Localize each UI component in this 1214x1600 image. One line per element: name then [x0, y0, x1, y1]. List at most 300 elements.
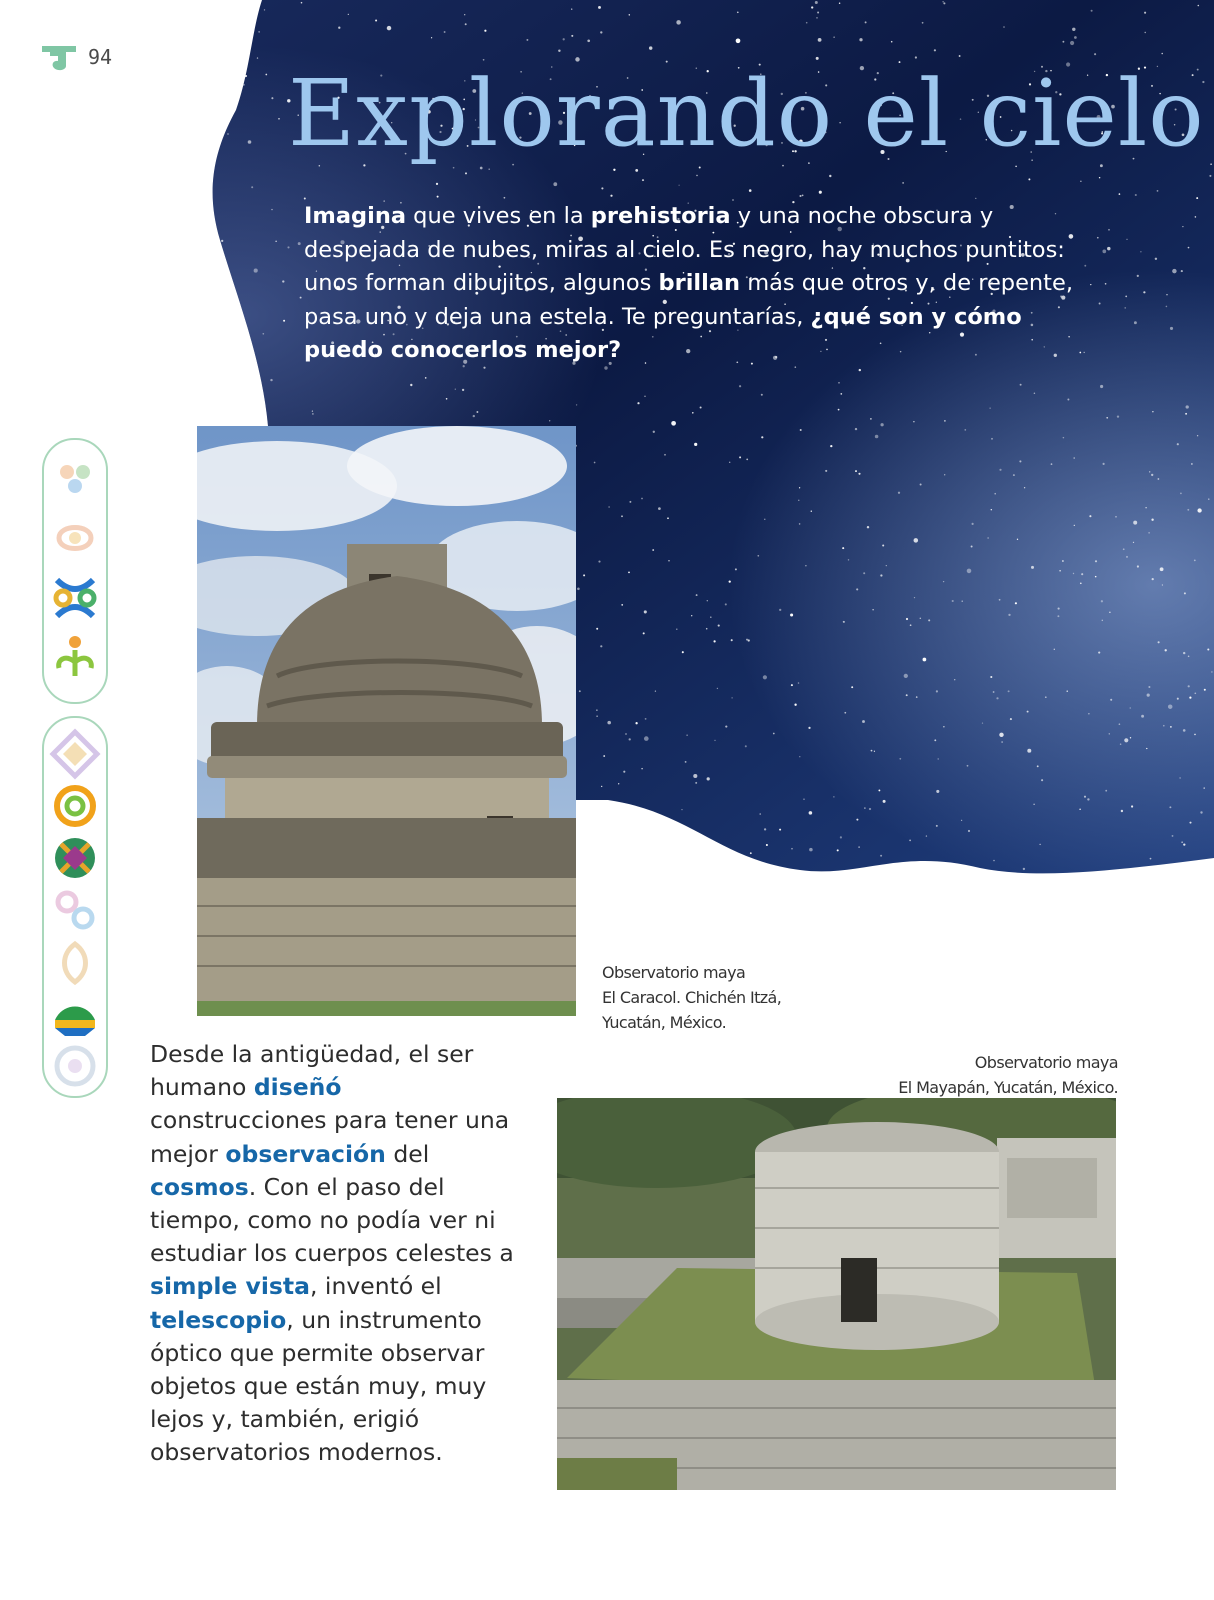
star: [759, 813, 761, 815]
body-text-5: , inventó el: [309, 1272, 442, 1301]
star: [964, 429, 966, 431]
star: [610, 195, 612, 197]
star: [906, 694, 908, 696]
star: [643, 632, 645, 634]
star: [1195, 216, 1197, 218]
star: [692, 412, 694, 414]
star: [999, 733, 1003, 737]
star: [553, 182, 557, 186]
star: [1100, 385, 1103, 388]
eje-icon-4: [49, 884, 101, 936]
star: [1070, 41, 1074, 45]
star: [725, 726, 727, 728]
star: [799, 195, 801, 197]
star: [484, 30, 486, 32]
star: [275, 241, 276, 242]
star: [1101, 600, 1103, 602]
campo-icon-1: [49, 452, 101, 504]
star: [864, 807, 865, 808]
star: [265, 74, 267, 76]
star: [644, 396, 645, 397]
star: [1088, 713, 1089, 714]
star: [1144, 12, 1146, 14]
highlight-simple-vista: simple vista: [150, 1272, 310, 1301]
star: [926, 835, 927, 836]
star: [629, 14, 630, 15]
star: [843, 621, 845, 623]
star: [806, 22, 808, 24]
star: [1189, 822, 1191, 824]
star: [898, 492, 900, 494]
star: [446, 398, 448, 400]
star: [686, 735, 687, 736]
star: [1184, 592, 1186, 594]
star: [563, 38, 565, 40]
star: [1181, 270, 1183, 272]
star: [248, 140, 252, 144]
star: [761, 436, 763, 438]
star: [1179, 777, 1180, 778]
star: [959, 55, 961, 57]
star: [1072, 28, 1075, 31]
star: [1147, 694, 1150, 697]
star: [1211, 671, 1212, 672]
star: [942, 1, 943, 2]
star: [644, 610, 647, 613]
star: [600, 31, 602, 33]
star: [825, 470, 827, 472]
star: [906, 618, 908, 620]
star: [729, 580, 731, 582]
body-text-1: Desde la antigüedad, el ser humano: [150, 1040, 474, 1102]
star: [994, 493, 996, 495]
star: [1194, 692, 1196, 694]
star: [706, 628, 708, 630]
star: [300, 297, 302, 299]
star: [225, 281, 227, 283]
star: [817, 12, 819, 14]
star: [1099, 303, 1101, 305]
star: [694, 839, 696, 841]
star: [1019, 460, 1021, 462]
eje-icon-1: [49, 728, 101, 780]
star: [882, 544, 884, 546]
star: [1115, 516, 1117, 518]
star: [1010, 718, 1012, 720]
star: [653, 431, 655, 433]
star: [799, 756, 800, 757]
star: [800, 429, 802, 431]
star: [718, 625, 720, 627]
star: [583, 574, 585, 576]
star: [1188, 685, 1190, 687]
star: [891, 41, 893, 43]
star: [1034, 392, 1036, 394]
star: [732, 875, 737, 880]
star: [1140, 251, 1141, 252]
star: [668, 560, 669, 561]
star: [779, 609, 781, 611]
star: [815, 1, 818, 4]
star: [661, 859, 664, 862]
star: [1024, 487, 1025, 488]
star: [676, 20, 681, 25]
star: [645, 847, 647, 849]
star: [1074, 36, 1077, 39]
star: [596, 709, 597, 710]
star: [221, 240, 223, 242]
star: [1031, 566, 1034, 569]
star: [936, 825, 938, 827]
star: [375, 19, 377, 21]
star: [1119, 193, 1121, 195]
star: [867, 526, 869, 528]
star: [271, 97, 273, 99]
star: [1108, 229, 1110, 231]
star: [264, 9, 265, 10]
intro-text-2: y una noche obscura y despejada de nubes, miras al cielo. Es negro, hay muchos puntitos: unos forman dibujitos, algunos: [304, 203, 1065, 296]
star: [1073, 573, 1074, 574]
star: [962, 601, 963, 602]
star: [967, 765, 969, 767]
star: [833, 37, 834, 38]
star: [773, 733, 775, 735]
star: [1196, 197, 1198, 199]
star: [641, 768, 643, 770]
star: [1191, 463, 1192, 464]
star: [1151, 519, 1153, 521]
star: [859, 369, 861, 371]
star: [1120, 743, 1122, 745]
caption-line: El Mayapán, Yucatán, México.: [898, 1078, 1118, 1097]
star: [348, 14, 349, 15]
star: [880, 423, 883, 426]
star: [476, 411, 478, 413]
star: [1162, 584, 1163, 585]
star: [915, 56, 917, 58]
star: [961, 820, 962, 821]
star: [934, 739, 936, 741]
star: [625, 733, 626, 734]
star: [437, 196, 439, 198]
star: [215, 256, 216, 257]
star: [975, 198, 976, 199]
star: [811, 511, 812, 512]
star: [875, 435, 879, 439]
star: [1157, 190, 1159, 192]
star: [1062, 41, 1064, 43]
star: [1099, 177, 1100, 178]
star: [257, 57, 258, 58]
star: [811, 6, 813, 8]
star: [1037, 765, 1039, 767]
star: [1133, 521, 1137, 525]
star: [676, 844, 678, 846]
star: [902, 182, 904, 184]
star: [1107, 247, 1110, 250]
star: [952, 600, 954, 602]
star: [1186, 405, 1189, 408]
page-number: [40, 42, 112, 72]
star: [766, 844, 768, 846]
star: [856, 819, 858, 821]
star: [967, 569, 972, 574]
star: [215, 103, 219, 107]
star: [287, 246, 289, 248]
star: [1057, 615, 1059, 617]
star: [987, 537, 988, 538]
star: [282, 280, 284, 282]
star: [1141, 715, 1144, 718]
star: [993, 691, 995, 693]
star: [1124, 738, 1128, 742]
star: [809, 811, 813, 815]
star: [916, 696, 918, 698]
star: [658, 507, 661, 510]
star: [1182, 226, 1183, 227]
star: [641, 498, 643, 500]
star: [1210, 163, 1212, 165]
star: [462, 389, 464, 391]
eje-icon-5: [49, 936, 101, 988]
star: [968, 830, 970, 832]
star: [455, 389, 456, 390]
star: [598, 561, 600, 563]
star: [790, 613, 793, 616]
star: [1158, 641, 1160, 643]
star: [842, 547, 844, 549]
caption-line: Yucatán, México.: [602, 1013, 727, 1032]
star: [1091, 10, 1093, 12]
star: [944, 420, 946, 422]
star: [655, 690, 656, 691]
caption-line: Observatorio maya: [974, 1053, 1118, 1072]
star: [871, 750, 873, 752]
star: [1045, 696, 1047, 698]
star: [1001, 741, 1003, 743]
star: [943, 726, 944, 727]
star: [1027, 749, 1031, 753]
star: [465, 23, 467, 25]
star: [899, 758, 901, 760]
star: [202, 195, 204, 197]
star: [1121, 810, 1123, 812]
star: [431, 37, 432, 38]
star: [251, 186, 253, 188]
star: [943, 581, 944, 582]
eje-icon-6: [49, 990, 101, 1042]
star: [1152, 578, 1154, 580]
star: [227, 133, 229, 135]
star: [794, 704, 796, 706]
star: [664, 454, 666, 456]
star: [764, 519, 765, 520]
star: [653, 825, 655, 827]
star: [488, 168, 489, 169]
page-title: Explorando el cielo: [288, 60, 1205, 167]
star: [1168, 704, 1172, 708]
star: [723, 875, 725, 877]
star: [818, 38, 822, 42]
star: [910, 624, 912, 626]
star: [749, 189, 752, 192]
star: [1149, 471, 1150, 472]
star: [387, 26, 391, 30]
mayapan-illustration: [557, 1098, 1116, 1490]
star: [1008, 690, 1010, 692]
star: [1150, 858, 1152, 860]
star: [1117, 415, 1119, 417]
star: [1172, 269, 1176, 273]
star: [338, 27, 340, 29]
star: [869, 808, 871, 810]
star: [258, 31, 259, 32]
star: [668, 834, 673, 839]
star: [1137, 565, 1139, 567]
star: [1020, 384, 1022, 386]
body-paragraph: [150, 1038, 520, 1470]
star: [1027, 711, 1029, 713]
star: [1146, 748, 1147, 749]
star: [1145, 507, 1146, 508]
star: [829, 175, 831, 177]
star: [750, 852, 752, 854]
star: [204, 14, 206, 16]
star: [1119, 723, 1121, 725]
eje-icon-3: [49, 832, 101, 884]
star: [735, 568, 737, 570]
star: [1200, 811, 1202, 813]
star: [1054, 649, 1055, 650]
star: [737, 11, 739, 13]
star: [1051, 463, 1053, 465]
star: [1015, 602, 1017, 604]
star: [816, 17, 817, 18]
intro-paragraph: [304, 200, 1094, 368]
star: [1166, 294, 1167, 295]
star: [1197, 435, 1198, 436]
star: [1177, 443, 1179, 445]
star: [1170, 726, 1172, 728]
campo-icon-4: [49, 632, 101, 684]
star: [1103, 463, 1105, 465]
star: [549, 420, 550, 421]
star: [872, 609, 873, 610]
star: [1105, 790, 1107, 792]
star: [855, 470, 857, 472]
star: [600, 645, 602, 647]
star: [596, 628, 598, 630]
star: [1144, 32, 1145, 33]
star: [1133, 542, 1134, 543]
star: [1183, 652, 1185, 654]
star: [695, 782, 697, 784]
star: [1067, 691, 1068, 692]
star: [731, 697, 732, 698]
star: [645, 718, 647, 720]
star: [633, 840, 635, 842]
star: [725, 603, 727, 605]
star: [1170, 327, 1173, 330]
star: [905, 866, 907, 868]
star: [745, 745, 747, 747]
star: [571, 8, 572, 9]
star: [717, 688, 718, 689]
star: [1124, 307, 1126, 309]
star: [1041, 779, 1043, 781]
star: [1148, 686, 1150, 688]
star: [731, 639, 733, 641]
star: [596, 715, 598, 717]
star: [1209, 175, 1211, 177]
star: [1180, 493, 1182, 495]
star: [558, 50, 560, 52]
caption-el-caracol: [602, 960, 781, 1035]
star: [996, 697, 998, 699]
star: [594, 462, 596, 464]
star: [607, 721, 611, 725]
star: [791, 684, 793, 686]
star: [883, 800, 886, 803]
star: [914, 597, 915, 598]
intro-bold-imagina: Imagina: [304, 203, 407, 229]
star: [862, 720, 865, 723]
star: [746, 458, 748, 460]
star: [937, 758, 938, 759]
star: [934, 49, 936, 51]
star: [254, 269, 258, 273]
star: [629, 501, 631, 503]
star: [878, 789, 880, 791]
star: [1188, 247, 1190, 249]
star: [809, 848, 813, 852]
star: [1059, 570, 1061, 572]
star: [707, 777, 710, 780]
star: [711, 855, 713, 857]
star: [739, 385, 741, 387]
star: [682, 651, 684, 653]
star: [803, 798, 804, 799]
star: [1194, 560, 1196, 562]
star: [989, 407, 990, 408]
body-text-3: del: [385, 1139, 430, 1168]
star: [676, 629, 677, 630]
star: [1062, 560, 1064, 562]
star: [914, 538, 919, 543]
star: [480, 167, 483, 170]
star: [859, 38, 862, 41]
star: [714, 740, 715, 741]
star: [312, 413, 314, 415]
star: [1109, 733, 1110, 734]
star: [1187, 509, 1189, 511]
star: [838, 382, 840, 384]
star: [971, 546, 973, 548]
star: [1163, 725, 1165, 727]
star: [283, 320, 285, 322]
star: [1130, 707, 1131, 708]
star: [1158, 478, 1160, 480]
star: [839, 2, 840, 3]
star: [635, 169, 638, 172]
highlight-observacion: observación: [225, 1139, 386, 1168]
star: [1098, 652, 1100, 654]
star: [587, 39, 590, 42]
star: [943, 2, 945, 4]
star: [603, 755, 605, 757]
star: [1189, 697, 1191, 699]
star: [526, 39, 528, 41]
